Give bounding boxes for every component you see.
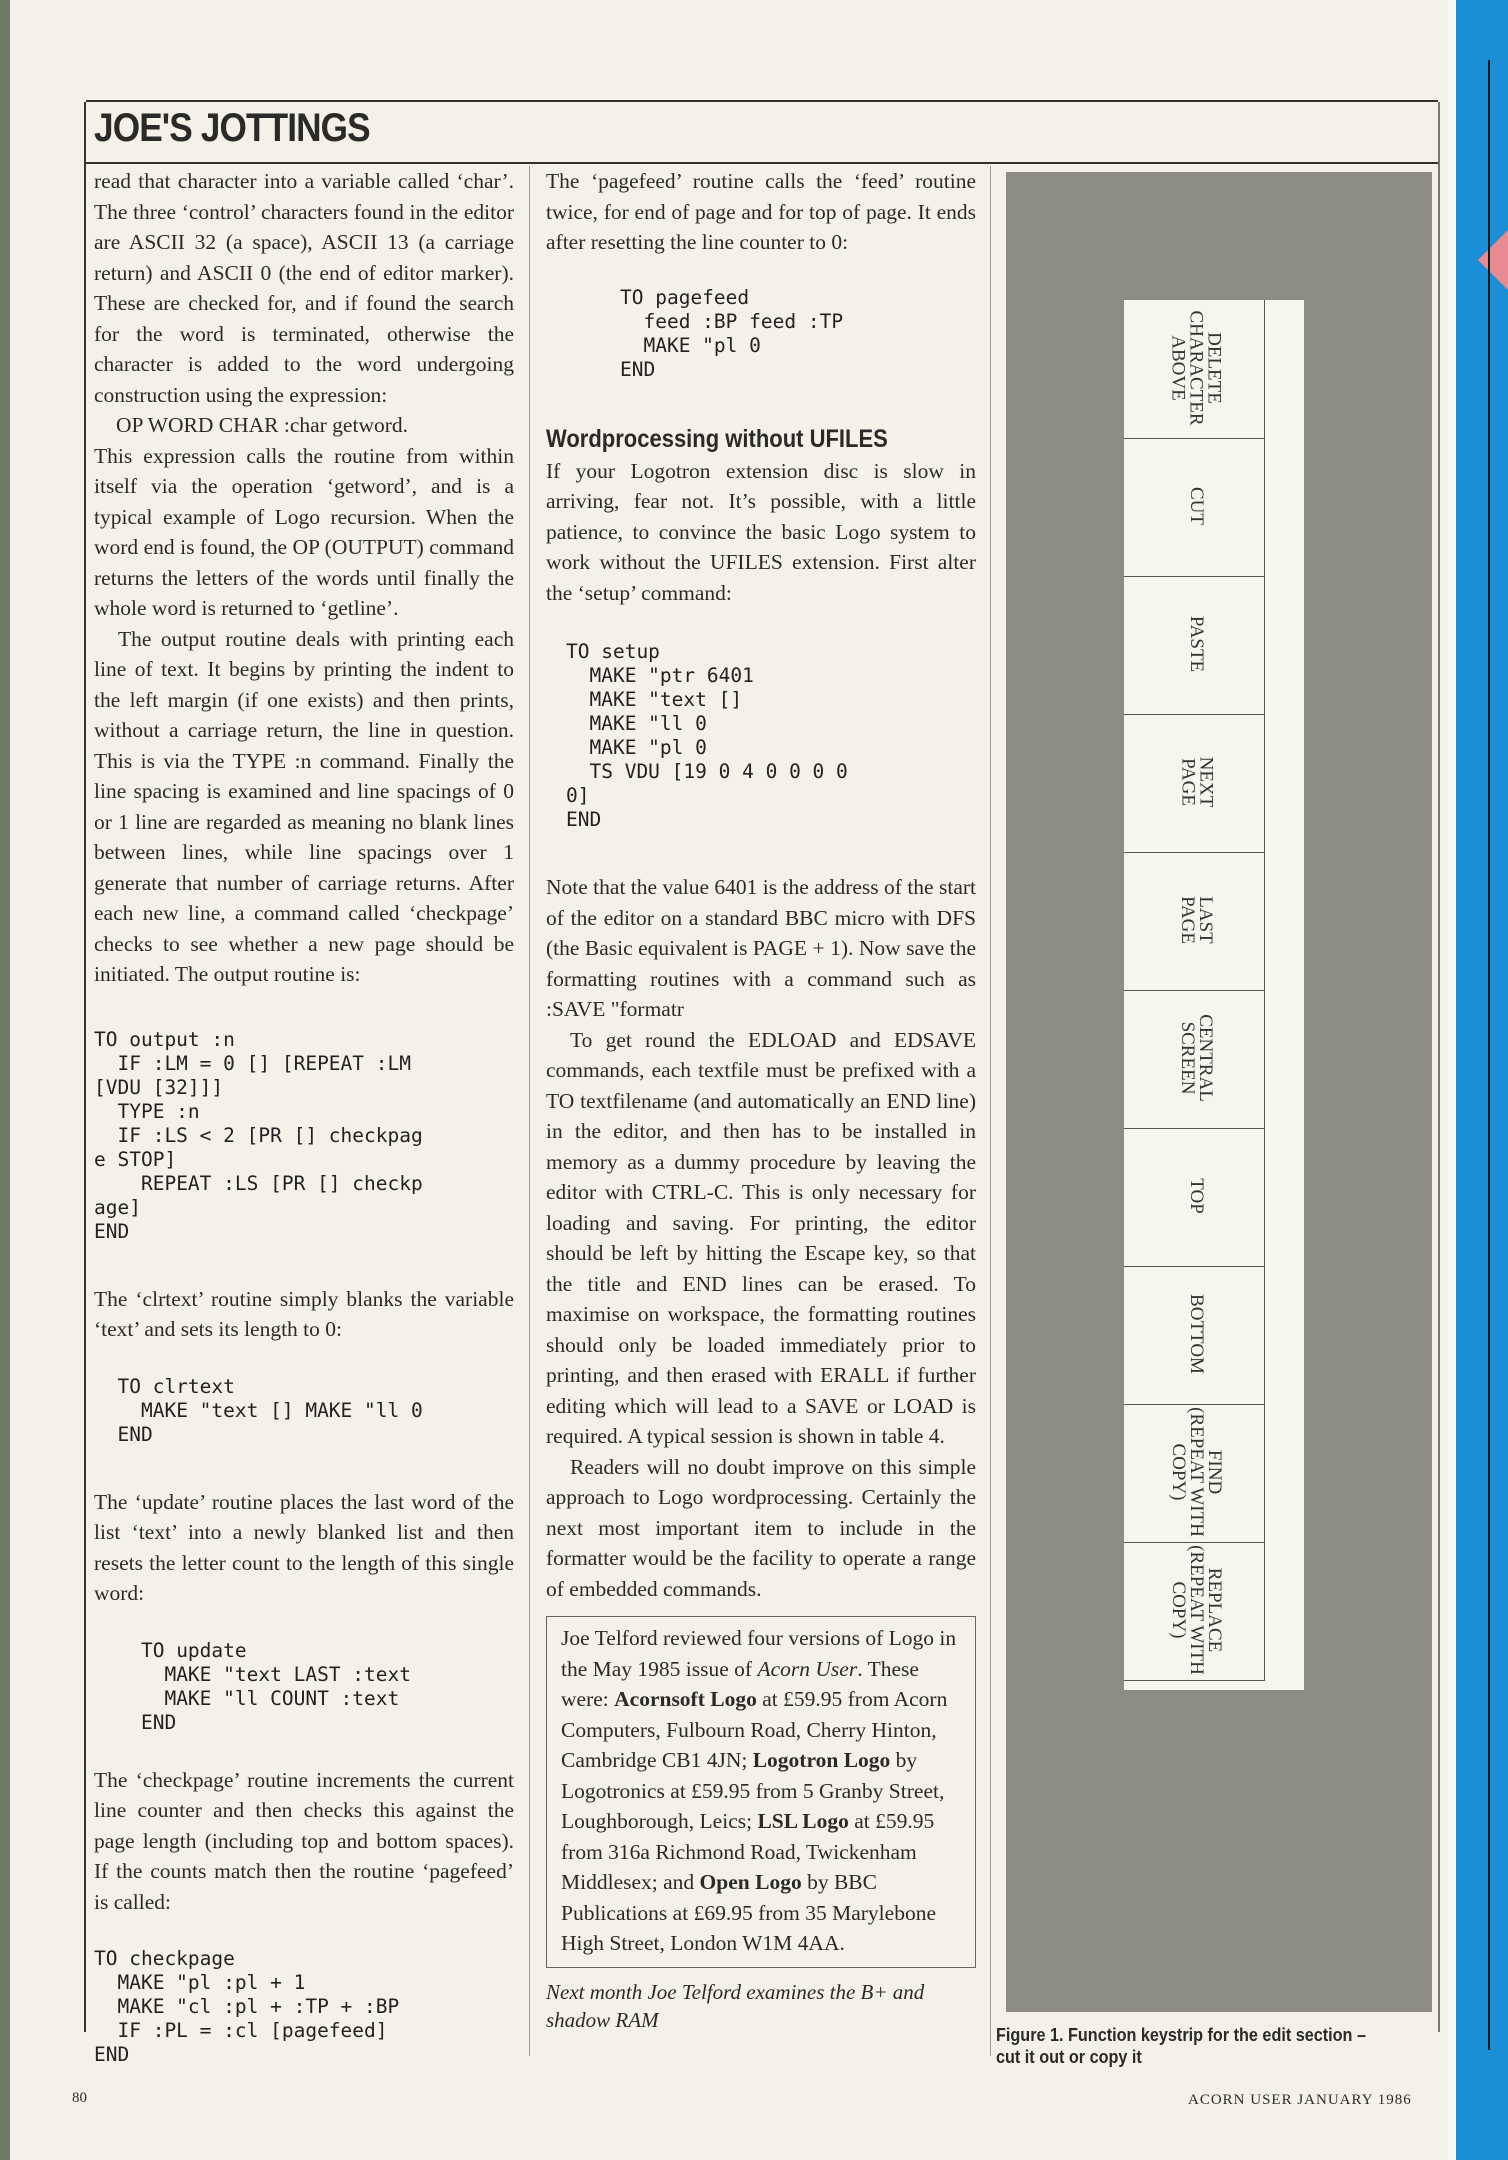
magazine-name: Acorn User [757,1656,858,1681]
keystrip-key-text: PASTE [1185,615,1207,673]
product-name: Acornsoft Logo [614,1687,757,1711]
keystrip-key [1124,576,1265,715]
keystrip-key [1124,1404,1265,1543]
keystrip-key-label [1128,1128,1264,1264]
keystrip-key-label [1128,576,1264,712]
keystrip-key-label [1128,990,1264,1126]
paragraph: The ‘update’ routine places the last word of the list ‘text’ into a newly blanked list and then resets the letter count to the length of this single word: [94,1489,514,1605]
box-text: Joe Telford reviewed four versions of Logo in the May 1985 issue of [561,1626,957,1681]
keystrip-key-label [1128,300,1264,436]
next-month-note: Next month Joe Telford examines the B+ and shadow RAM [546,1979,925,2032]
code-listing-checkpage: TO checkpage MAKE "pl :pl + 1 MAKE "cl :pl + :TP + :BP IF :PL = :cl [pagefeed] END [94,1947,400,2066]
keystrip-key [1124,1128,1265,1267]
code-listing-output: TO output :n IF :LM = 0 [] [REPEAT :LM [VDU [32]]] TYPE :n IF :LS < 2 [PR [] checkpag e STOP] REPEAT :LS [PR [] checkp age] END [94,1027,423,1243]
keystrip-key-label [1128,1266,1264,1402]
keystrip-key-text: TOP [1186,1178,1207,1214]
box-text: at £59.95 from 316a Richmond Road, Twickenham Middlesex; and [561,1809,935,1894]
paragraph: Readers will no doubt improve on this simple approach to Logo wordprocessing. Certainly the next most important item to include in the formatter would be the facility to operate a range of embedded commands. [546,1454,976,1601]
product-info-box [546,1616,976,1968]
keystrip-key [1124,438,1265,577]
keystrip-key [1124,1266,1265,1405]
figure-caption: Figure 1. Function keystrip for the edit section – cut it out or copy it [996,2025,1366,2067]
issue-footer: ACORN USER JANUARY 1986 [1188,2092,1412,2108]
keystrip-key-label [1128,1404,1264,1540]
paragraph: To get round the EDLOAD and EDSAVE commands, each textfile must be prefixed with a TO textfilename (and automatically an END line) in the editor, and then has to be installed in memory as a dummy procedure by leaving the editor with CTRL-C. This is only necessary for loading and saving. For printing, the editor should be left by hitting the Escape key, so that the title and END lines can be erased. To maximise on workspace, the formatting routines should only be loaded immediately prior to printing, and then erased with ERALL if further editing which will lead to a SAVE or LOAD is required. A typical session is shown in table 4. [546,1027,976,1448]
keystrip-key-text: REPLACE (REPEAT WITH COPY) [1168,1545,1225,1675]
section-heading: Wordprocessing without UFILES [546,424,888,453]
keystrip-key-text: CENTRAL SCREEN [1176,1014,1216,1102]
product-name: LSL Logo [757,1809,849,1833]
product-name: Logotron Logo [752,1748,891,1772]
column-divider [990,166,991,2056]
keystrip-key [1124,990,1265,1129]
keystrip-key-text: NEXT PAGE [1177,756,1216,808]
page-number: 80 [72,2090,87,2106]
keystrip-key [1124,714,1265,853]
keystrip-key-text: BOTTOM [1185,1294,1207,1374]
paragraph: Note that the value 6401 is the address of the start of the editor on a standard BBC micro with DFS (the Basic equivalent is PAGE + 1). Now save the formatting routines with a command such as :SAVE "formatr [546,875,976,1021]
paragraph: The output routine deals with printing each line of text. It begins by printing the indent to the left margin (if one exists) and then prints, without a carriage return, the line in question. This is via the TYPE :n command. Finally the line spacing is examined and line spacings of 0 or 1 line are regarded as meaning no blank lines between lines, while line spacings over 1 generate that number of carriage returns. After each new line, a command called ‘checkpage’ checks to see whether a new page should be initiated. The output routine is: [94,626,514,986]
code-listing-update: TO update MAKE "text LAST :text MAKE "ll COUNT :text END [140,1638,411,1734]
box-text: by Logotronics at £59.95 from 5 Granby Street, Loughborough, Leics; [561,1748,945,1833]
box-text: at £59.95 from Acorn Computers, Fulbourn Road, Cherry Hinton, Cambridge CB1 4JN; [561,1687,948,1772]
paragraph: The ‘pagefeed’ routine calls the ‘feed’ routine twice, for end of page and for top of page. It ends after resetting the line counter to 0: [546,169,976,254]
box-text: by BBC Publications at £69.95 from 35 Marylebone High Street, London W1M 4AA. [561,1870,936,1955]
keystrip-key-label [1128,438,1264,574]
keystrip-key [1124,300,1265,439]
column-left [94,166,514,2067]
expression-line: OP WORD CHAR :char getword. [116,413,409,437]
code-listing-setup: TO setup MAKE "ptr 6401 MAKE "text [] MAKE "ll 0 MAKE "pl 0 TS VDU [19 0 4 0 0 0 0 0] END [566,640,848,831]
keystrip-key-label [1128,852,1264,988]
function-keystrip [1124,300,1304,1690]
paragraph: The ‘checkpage’ routine increments the current line counter and then checks this against the page length (including top and bottom spaces). If the counts match then the routine ‘pagefeed’ is called: [94,1767,514,1914]
keystrip-key [1124,1542,1265,1681]
keystrip-key-label [1128,1542,1264,1678]
keystrip-key-text: CUT [1186,487,1207,525]
keystrip-key-text: FIND (REPEAT WITH COPY) [1168,1407,1225,1537]
column-middle [546,166,976,2034]
border-right [1438,102,1440,2032]
keystrip-key [1124,852,1265,991]
header-bar [86,100,1438,164]
keystrip-key-label [1128,714,1264,850]
frame-edge [1488,60,1508,2050]
keystrip-key-text: DELETE CHARACTER ABOVE [1167,310,1225,426]
paragraph: read that character into a variable called ‘char’. The three ‘control’ characters found in the editor are ASCII 32 (a space), ASCII 13 (a carriage return) and ASCII 0 (the end of editor marker). These are checked for, and if found the search for the word is terminated, otherwise the character is added to the word undergoing construction using the expression: [94,169,514,407]
paragraph: This expression calls the routine from within itself via the operation ‘getword’, and is a typical example of Logo recursion. When the word end is found, the OP (OUTPUT) command returns the letters of the words until finally the whole word is returned to ‘getline’. [94,443,514,620]
page-edge-left [0,0,10,2160]
paragraph: The ‘clrtext’ routine simply blanks the variable ‘text’ and sets its length to 0: [94,1286,514,1341]
code-listing-pagefeed: TO pagefeed feed :BP feed :TP MAKE "pl 0 END [620,285,844,381]
border-left [84,102,86,2032]
box-text: . These were: [561,1656,919,1711]
page-title: JOE'S JOTTINGS [94,106,370,150]
product-name: Open Logo [699,1870,802,1894]
code-listing-clrtext: TO clrtext MAKE "text [] MAKE "ll 0 END [117,1374,423,1446]
keystrip-key-text: LAST PAGE [1177,896,1216,944]
column-divider [529,166,530,2056]
paragraph: If your Logotron extension disc is slow in arriving, fear not. It’s possible, with a little patience, to convince the basic Logo system to work without the UFILES extension. First alter the ‘setup’ command: [546,458,976,605]
